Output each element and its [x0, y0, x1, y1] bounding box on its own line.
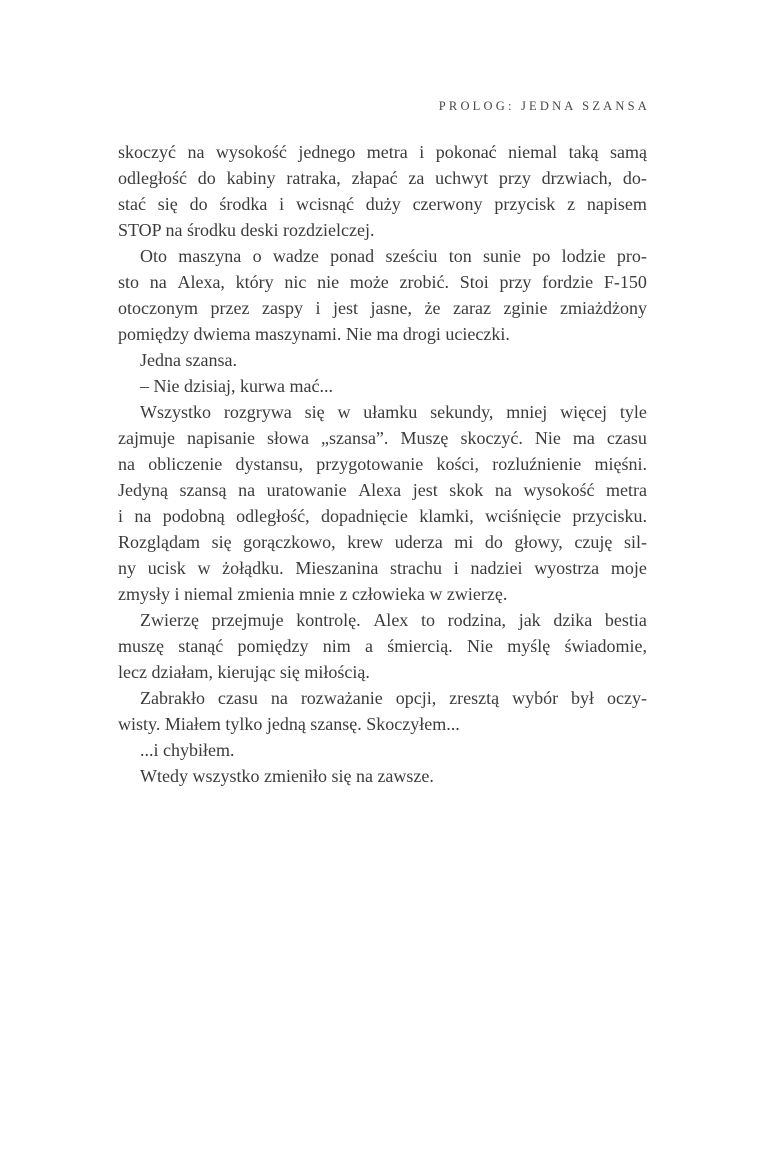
- word: Alexa,: [177, 272, 225, 292]
- word: stanąć: [178, 636, 224, 656]
- word: dzika: [553, 610, 593, 630]
- word: uratowanie: [266, 480, 347, 500]
- word: sil-: [623, 532, 647, 552]
- word: wadze: [272, 246, 319, 266]
- word: śmiercią.: [387, 636, 453, 656]
- word: czuję: [574, 532, 613, 552]
- word: Rozglądam: [118, 532, 200, 552]
- text-line: Wtedy wszystko zmieniło się na zawsze.: [140, 766, 434, 786]
- text-line: [118, 477, 647, 503]
- word: metra: [606, 480, 647, 500]
- word: który: [235, 272, 274, 292]
- word: metra: [366, 142, 408, 162]
- word: rodzina,: [447, 610, 507, 630]
- word: na: [187, 142, 205, 162]
- word: jest: [412, 480, 438, 500]
- page-body-text: [118, 139, 647, 789]
- word: przy: [499, 272, 532, 292]
- word: Alexa: [358, 480, 402, 500]
- word: i: [315, 298, 321, 318]
- word: nie: [317, 272, 340, 292]
- word: przycisk: [494, 194, 556, 214]
- text-line: [118, 555, 647, 581]
- word: odległość,: [236, 506, 310, 526]
- text-line: [118, 243, 647, 269]
- word: za: [408, 168, 425, 188]
- word: stać: [118, 194, 146, 214]
- word: słowa: [266, 428, 309, 448]
- word: Mieszanina: [295, 558, 379, 578]
- word: po: [532, 246, 551, 266]
- word: Stoi: [459, 272, 489, 292]
- word: samą: [610, 142, 647, 162]
- word: wcisnąć: [295, 194, 354, 214]
- word: skoczyć.: [460, 428, 523, 448]
- word: na: [118, 454, 135, 474]
- word: dystansu,: [235, 454, 303, 474]
- text-line: Jedna szansa.: [140, 350, 237, 370]
- word: wysokość: [523, 480, 595, 500]
- text-line: ...i chybiłem.: [140, 740, 235, 760]
- word: otoczonym: [118, 298, 198, 318]
- word: skok: [449, 480, 484, 500]
- word: się: [211, 532, 232, 552]
- word: podobną: [162, 506, 225, 526]
- word: ny: [118, 558, 136, 578]
- word: jednego: [298, 142, 356, 162]
- word: Zabrakło: [140, 688, 205, 708]
- word: i: [279, 194, 285, 214]
- word: przycisku.: [572, 506, 647, 526]
- word: wysokość: [215, 142, 287, 162]
- word: mniej: [506, 402, 548, 422]
- text-line: zmysły i niemal zmienia mnie z człowieka w zwierzę.: [118, 584, 508, 604]
- text-line: [118, 451, 647, 477]
- text-line: [118, 295, 647, 321]
- word: oczy-: [607, 688, 647, 708]
- word: rozluźnienie: [492, 454, 582, 474]
- word: bestia: [604, 610, 647, 630]
- word: uchwyt: [435, 168, 489, 188]
- word: na: [270, 688, 288, 708]
- word: zrobić.: [399, 272, 449, 292]
- word: napisanie: [186, 428, 255, 448]
- text-line: [118, 503, 647, 529]
- word: ponad: [330, 246, 375, 266]
- word: sunie: [483, 246, 522, 266]
- word: był: [571, 688, 595, 708]
- word: nadziei: [470, 558, 523, 578]
- word: przy: [498, 168, 531, 188]
- word: więcej: [560, 402, 608, 422]
- word: przejmuje: [211, 610, 284, 630]
- word: lodzie: [561, 246, 606, 266]
- word: rozgrywa: [223, 402, 292, 422]
- word: kości,: [436, 454, 479, 474]
- word: zajmuje: [118, 428, 175, 448]
- word: zmiażdżony: [560, 298, 647, 318]
- word: muszę: [118, 636, 164, 656]
- word: Alex: [373, 610, 409, 630]
- word: taką: [568, 142, 599, 162]
- word: maszyna: [178, 246, 242, 266]
- word: zginie: [503, 298, 548, 318]
- word: szansą: [179, 480, 227, 500]
- word: złapać: [351, 168, 398, 188]
- word: czasu: [606, 428, 647, 448]
- word: ton: [448, 246, 472, 266]
- word: na: [238, 480, 256, 500]
- word: do: [484, 532, 503, 552]
- word: Zwierzę: [140, 610, 199, 630]
- word: ma: [572, 428, 595, 448]
- word: i: [118, 506, 124, 526]
- word: kabiny: [226, 168, 276, 188]
- word: pokonać: [435, 142, 497, 162]
- word: Oto: [140, 246, 167, 266]
- word: że: [424, 298, 441, 318]
- running-header: PROLOG: JEDNA SZANSA: [438, 99, 650, 113]
- word: Jedyną: [118, 480, 168, 500]
- text-line: [118, 165, 647, 191]
- word: mięśni.: [594, 454, 647, 474]
- word: gorączkowo,: [243, 532, 336, 552]
- word: ucisk: [147, 558, 186, 578]
- word: przez: [210, 298, 250, 318]
- word: „szansa”.: [320, 428, 389, 448]
- word: to: [420, 610, 435, 630]
- word: zaspy: [261, 298, 303, 318]
- text-line: [118, 529, 647, 555]
- word: klamki,: [419, 506, 474, 526]
- word: moje: [610, 558, 647, 578]
- word: sześciu: [385, 246, 438, 266]
- word: jak: [518, 610, 541, 630]
- word: wciśnięcie: [485, 506, 562, 526]
- word: kontrolę.: [296, 610, 361, 630]
- text-line: [118, 425, 647, 451]
- word: duży: [365, 194, 401, 214]
- word: Muszę: [400, 428, 449, 448]
- text-line: lecz działam, kierując się miłością.: [118, 662, 370, 682]
- text-line: [118, 685, 647, 711]
- word: Nie: [534, 428, 561, 448]
- word: o: [252, 246, 262, 266]
- word: F-150: [603, 272, 647, 292]
- word: na: [134, 506, 152, 526]
- word: uderza: [394, 532, 443, 552]
- word: zresztą: [449, 688, 500, 708]
- word: wybór: [512, 688, 559, 708]
- word: do: [197, 168, 216, 188]
- word: dopadnięcie: [320, 506, 408, 526]
- word: mi: [454, 532, 474, 552]
- word: skoczyć: [118, 142, 176, 162]
- word: napisem: [586, 194, 647, 214]
- word: się: [157, 194, 178, 214]
- text-line: STOP na środku deski rozdzielczej.: [118, 220, 375, 240]
- word: nic: [284, 272, 307, 292]
- word: jasne,: [370, 298, 413, 318]
- text-line: [118, 399, 647, 425]
- word: do: [189, 194, 208, 214]
- word: a: [364, 636, 373, 656]
- word: strachu: [390, 558, 443, 578]
- word: czasu: [217, 688, 258, 708]
- word: pomiędzy: [237, 636, 309, 656]
- word: nim: [322, 636, 351, 656]
- word: krew: [347, 532, 384, 552]
- word: do-: [622, 168, 647, 188]
- word: wyostrza: [534, 558, 600, 578]
- word: się: [304, 402, 325, 422]
- text-line: – Nie dzisiaj, kurwa mać...: [140, 376, 333, 396]
- word: fordzie: [542, 272, 594, 292]
- text-line: [118, 269, 647, 295]
- text-line: pomiędzy dwiema maszynami. Nie ma drogi ucieczki.: [118, 324, 510, 344]
- word: sto: [118, 272, 140, 292]
- word: w: [337, 402, 351, 422]
- word: i: [453, 558, 459, 578]
- word: myślę: [507, 636, 551, 656]
- word: drzwiach,: [541, 168, 613, 188]
- word: Nie: [466, 636, 493, 656]
- word: zaraz: [453, 298, 491, 318]
- word: czerwony: [412, 194, 483, 214]
- text-line: [118, 191, 647, 217]
- word: na: [494, 480, 512, 500]
- word: jest: [333, 298, 359, 318]
- word: świadomie,: [564, 636, 647, 656]
- text-line: [118, 139, 647, 165]
- word: niemal: [508, 142, 558, 162]
- word: odległość: [118, 168, 187, 188]
- word: żołądku.: [222, 558, 284, 578]
- word: pro-: [616, 246, 647, 266]
- text-line: [118, 633, 647, 659]
- word: ratraka,: [286, 168, 341, 188]
- word: Wszystko: [140, 402, 211, 422]
- word: środka: [219, 194, 268, 214]
- word: przygotowanie: [316, 454, 424, 474]
- word: na: [149, 272, 167, 292]
- text-line: wisty. Miałem tylko jedną szansę. Skoczyłem...: [118, 714, 460, 734]
- word: może: [349, 272, 389, 292]
- word: w: [197, 558, 211, 578]
- word: sekundy,: [430, 402, 494, 422]
- word: tyle: [619, 402, 647, 422]
- word: rozważanie: [300, 688, 383, 708]
- word: głowy,: [514, 532, 563, 552]
- word: opcji,: [395, 688, 437, 708]
- word: obliczenie: [148, 454, 223, 474]
- text-line: [118, 607, 647, 633]
- word: ułamku: [363, 402, 418, 422]
- word: i: [419, 142, 425, 162]
- word: z: [567, 194, 576, 214]
